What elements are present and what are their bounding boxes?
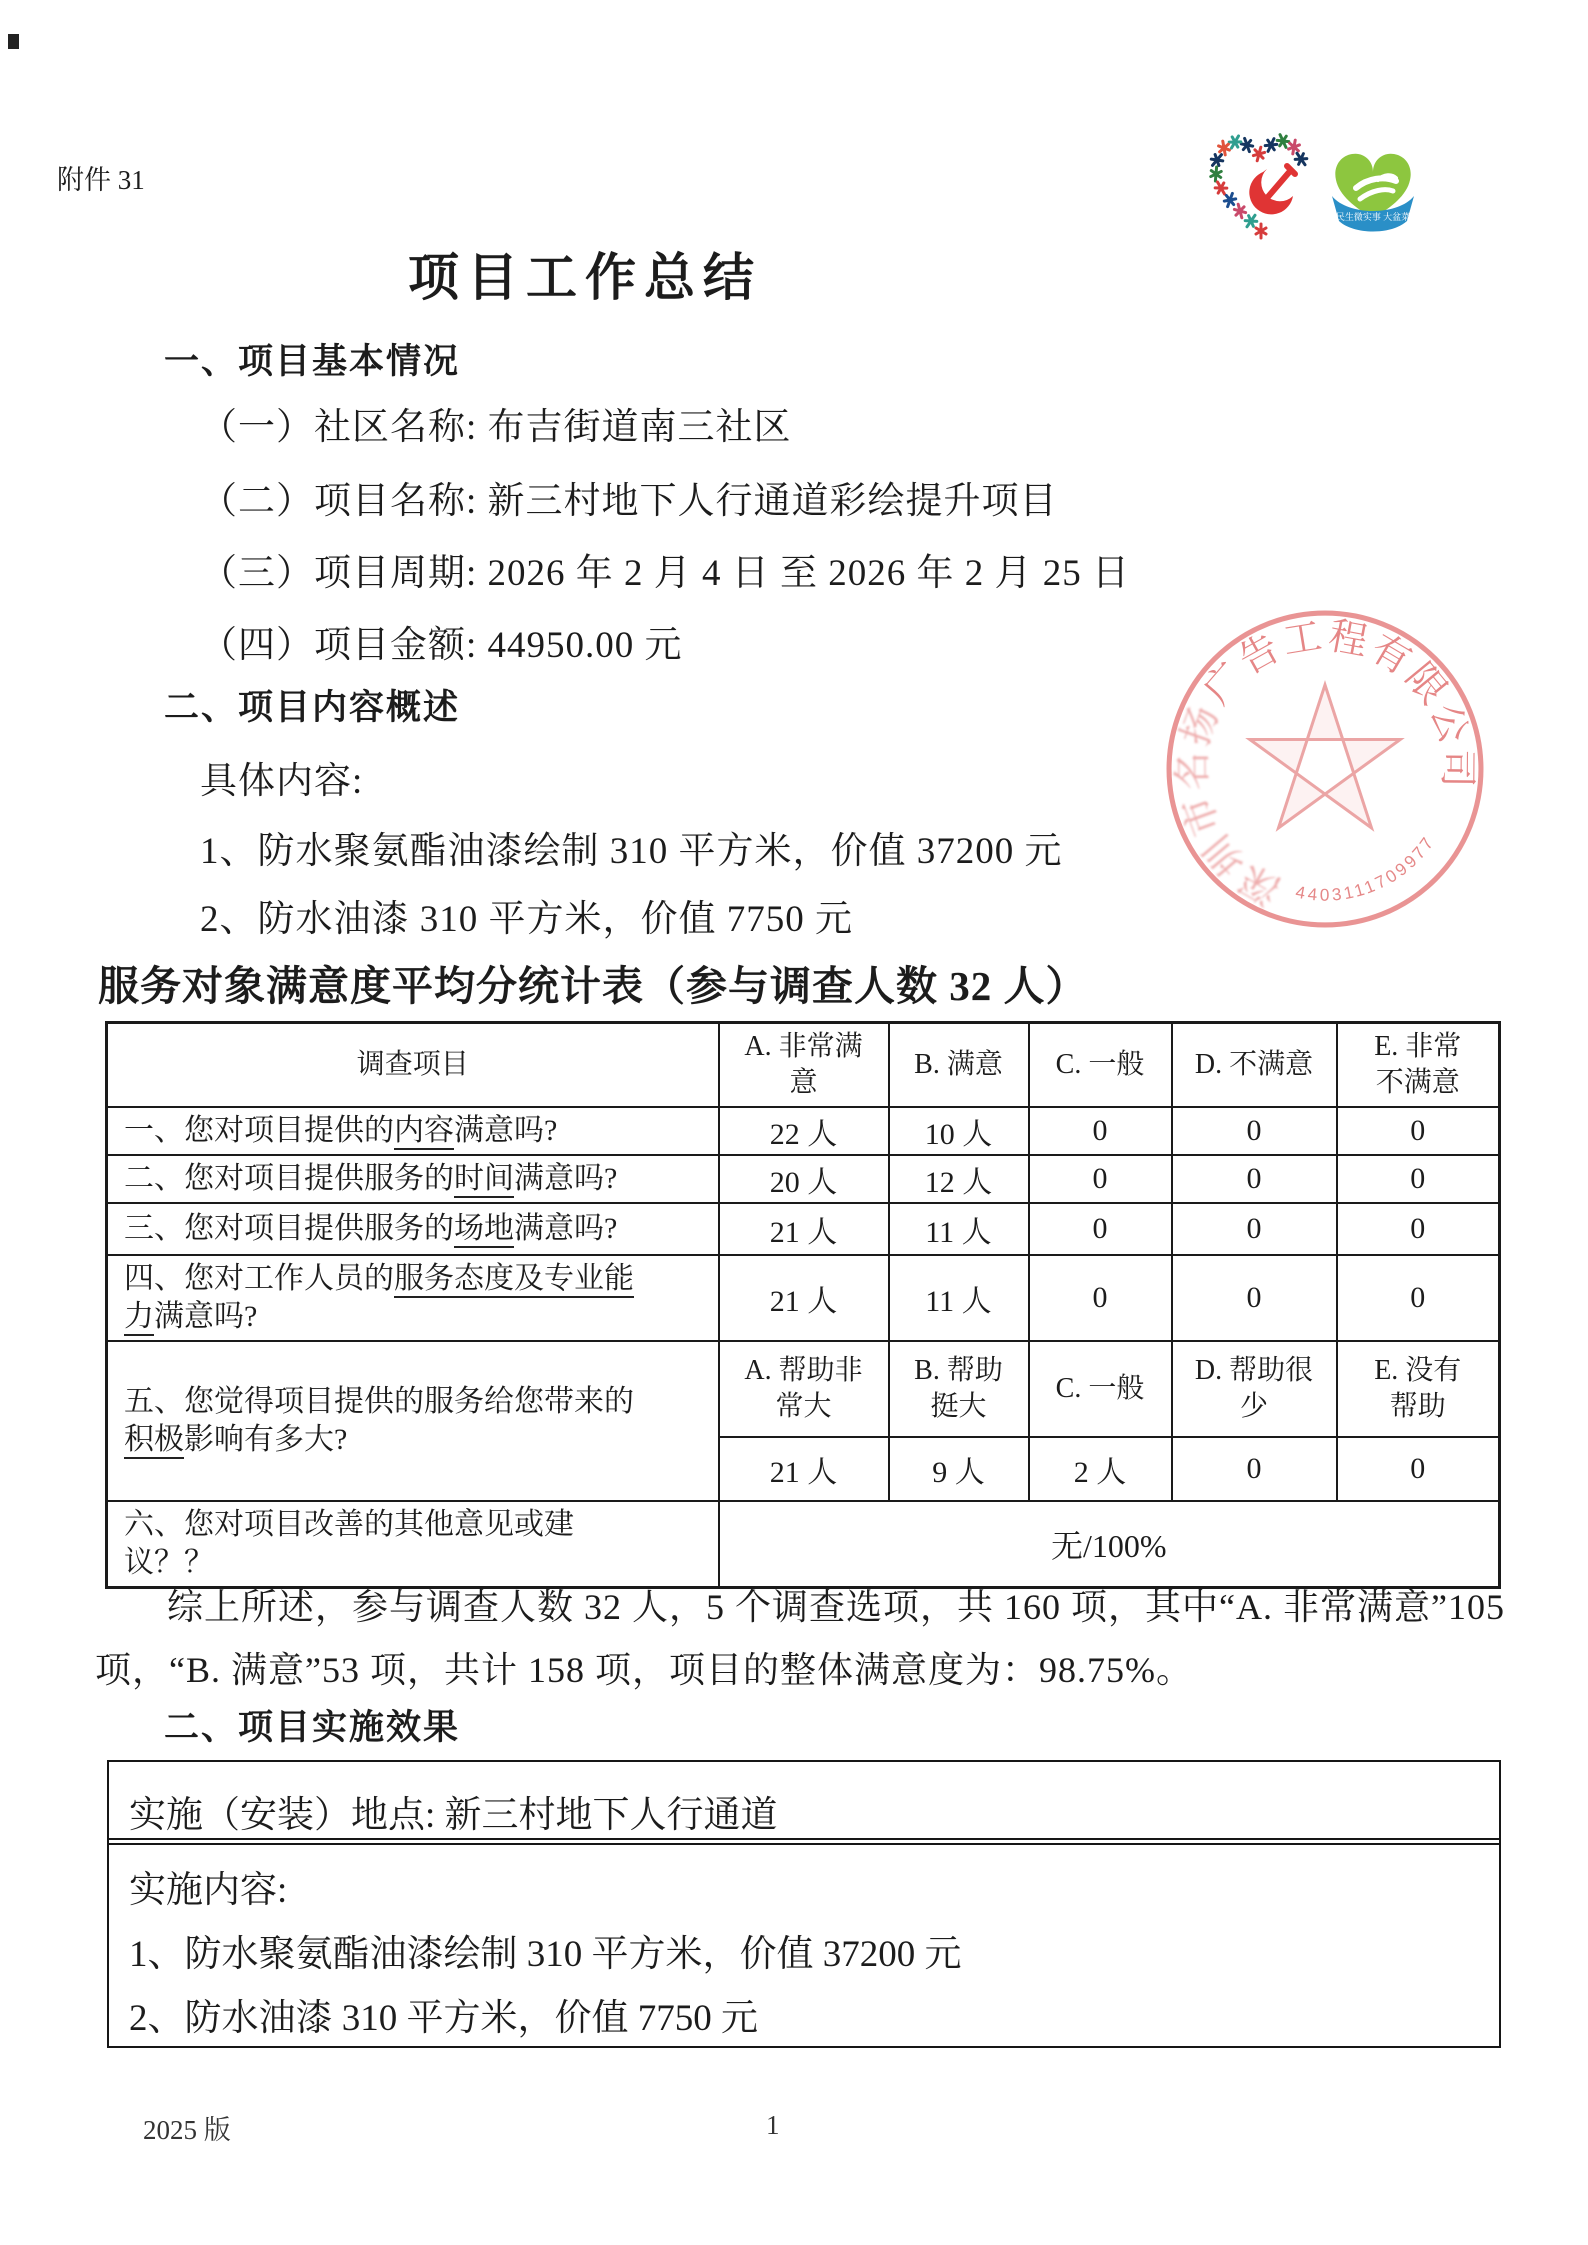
- question-attitude: 四、您对工作人员的服务态度及专业能力满意吗?: [107, 1255, 719, 1341]
- footer-version: 2025 版: [143, 2115, 231, 2145]
- subheader-no-help: E. 没有帮助: [1337, 1341, 1500, 1437]
- table-row-impact-subheader: [107, 1341, 1500, 1437]
- table-header-row: [107, 1023, 1500, 1107]
- section-content-overview-heading: 二、项目内容概述: [164, 688, 461, 727]
- header-very-unsatisfied: E. 非常不满意: [1337, 1023, 1500, 1107]
- stamp-star-icon: [1250, 685, 1400, 828]
- table-row-suggestion: [107, 1501, 1500, 1588]
- party-heart-logo: [1203, 128, 1315, 250]
- suggestion-answer: 无/100%: [719, 1501, 1500, 1588]
- question-time: 二、您对项目提供服务的时间满意吗?: [107, 1155, 719, 1203]
- header-neutral: C. 一般: [1029, 1023, 1172, 1107]
- info-value: 44950.00 元: [487, 625, 683, 666]
- table-row-impact-values: 21 人 9 人 2 人 0 0: [107, 1437, 1500, 1501]
- implementation-content: [109, 1843, 1499, 2051]
- company-stamp: [1166, 610, 1484, 928]
- info-value: 2026 年 2 月 4 日 至 2026 年 2 月 25 日: [487, 553, 1131, 594]
- info-line-project-period: [200, 542, 1130, 596]
- stamp-serial-number: 4403111709977: [1294, 831, 1439, 905]
- stamp-ring: [1169, 613, 1481, 925]
- question-venue: 三、您对项目提供服务的场地满意吗?: [107, 1203, 719, 1255]
- question-suggestion: 六、您对项目改善的其他意见或建议？？: [107, 1501, 719, 1588]
- satisfaction-table: [105, 1021, 1501, 1589]
- header-satisfied: B. 满意: [889, 1023, 1029, 1107]
- implementation-content-label: 实施内容:: [129, 1870, 288, 1911]
- table-row: 三、您对项目提供服务的场地满意吗? 21 人 11 人 0 0 0: [107, 1203, 1500, 1255]
- subheader-helps-little: D. 帮助很少: [1172, 1341, 1337, 1437]
- table-row: 一、您对项目提供的内容满意吗? 22 人 10 人 0 0 0: [107, 1107, 1500, 1155]
- content-item-1: 1、防水聚氨酯油漆绘制 310 平方米，价值 37200 元: [200, 831, 1063, 872]
- header-very-satisfied: A. 非常满意: [719, 1023, 889, 1107]
- attachment-label: 附件 31: [57, 165, 145, 195]
- table-row: 二、您对项目提供服务的时间满意吗? 20 人 12 人 0 0 0: [107, 1155, 1500, 1203]
- summary-paragraph: 综上所述，参与调查人数 32 人，5 个调查选项，共 160 项，其中“A. 非常满意”105 项，“B. 满意”53 项，共计 158 项，项目的整体满意度为：98.75%。: [95, 1587, 1505, 1690]
- implementation-box: [107, 1760, 1501, 2048]
- info-line-project-name: [200, 470, 1058, 524]
- implementation-item-2: 2、防水油漆 310 平方米，价值 7750 元: [129, 1998, 758, 2039]
- header-unsatisfied: D. 不满意: [1172, 1023, 1337, 1107]
- header-survey-item: 调查项目: [107, 1023, 719, 1107]
- subheader-neutral: C. 一般: [1029, 1341, 1172, 1437]
- question-impact: 五、您觉得项目提供的服务给您带来的积极影响有多大?: [107, 1341, 719, 1501]
- info-line-community: [200, 396, 792, 450]
- page-title: 项目工作总结: [407, 251, 762, 307]
- minsheng-logo: [1322, 136, 1424, 246]
- footer-page-number: 1: [766, 2110, 780, 2140]
- minsheng-banner-text: 民生微实事 大盆菜: [1335, 212, 1411, 222]
- info-value: 新三村地下人行通道彩绘提升项目: [487, 481, 1058, 522]
- info-label: （三）项目周期:: [200, 553, 478, 594]
- content-subheading: 具体内容:: [200, 761, 364, 802]
- implementation-location: 实施（安装）地点: 新三村地下人行通道: [109, 1762, 1499, 1840]
- subheader-helps-quite: B. 帮助挺大: [889, 1341, 1029, 1437]
- content-item-2: 2、防水油漆 310 平方米，价值 7750 元: [200, 899, 853, 940]
- section-basic-info-heading: 一、项目基本情况: [164, 342, 461, 381]
- info-label: （一）社区名称:: [200, 407, 478, 448]
- info-line-project-amount: [200, 614, 683, 668]
- stamp-arc-text-faint: 深圳市名扬: [1172, 698, 1288, 912]
- hammer-sickle-icon: [1249, 166, 1295, 214]
- info-label: （四）项目金额:: [200, 625, 478, 666]
- table-row: 四、您对工作人员的服务态度及专业能力满意吗? 21 人 11 人 0 0 0: [107, 1255, 1500, 1341]
- info-label: （二）项目名称:: [200, 481, 478, 522]
- satisfaction-table-title: 服务对象满意度平均分统计表（参与调查人数 32 人）: [98, 963, 1088, 1009]
- subheader-helps-a-lot: A. 帮助非常大: [719, 1341, 889, 1437]
- stamp-arc-text: 广告工程有限公司: [1196, 615, 1478, 791]
- scan-artifact-mark: [8, 34, 19, 49]
- implementation-item-1: 1、防水聚氨酯油漆绘制 310 平方米，价值 37200 元: [129, 1934, 962, 1975]
- info-value: 布吉街道南三社区: [487, 407, 792, 448]
- section-implementation-heading: 二、项目实施效果: [164, 1708, 461, 1747]
- question-content: 一、您对项目提供的内容满意吗?: [107, 1107, 719, 1155]
